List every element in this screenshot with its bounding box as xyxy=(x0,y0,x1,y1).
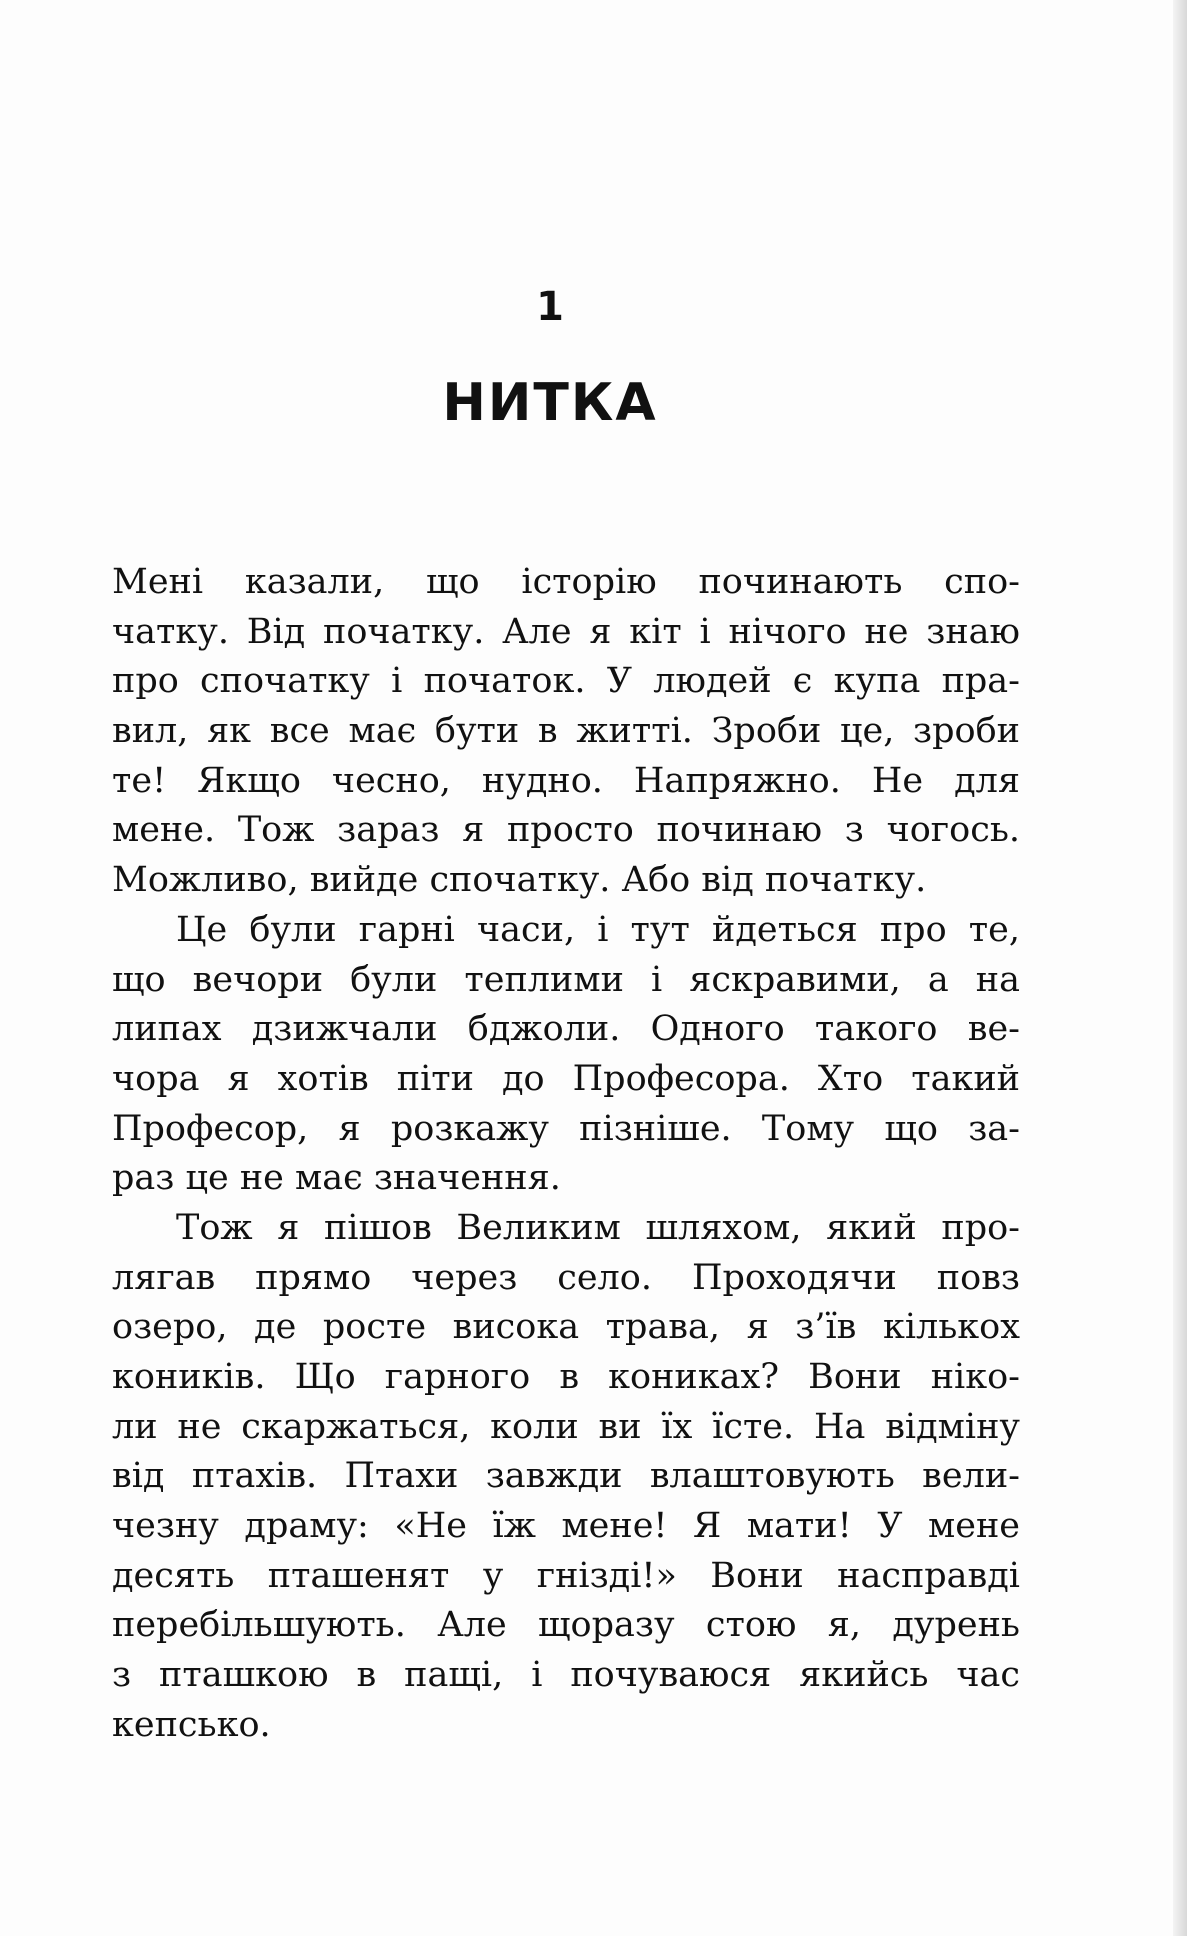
text-line: Професор, я розкажу пізніше. Тому що за- xyxy=(112,1108,1020,1149)
text-line: раз це не має значення. xyxy=(112,1158,561,1199)
page-edge-shadow xyxy=(1173,0,1187,1936)
text-line: кепсько. xyxy=(112,1704,271,1745)
text-line: що вечори були теплими і яскравими, а на xyxy=(112,959,1020,1000)
text-line: Можливо, вийде спочатку. Або від початку. xyxy=(112,860,927,901)
text-line: про спочатку і початок. У людей є купа пра- xyxy=(112,661,1020,702)
text-line: мене. Тож зараз я просто починаю з чогось. xyxy=(112,810,1020,851)
chapter-number: 1 xyxy=(536,284,564,330)
text-line: з пташкою в пащі, і почуваюся якийсь час xyxy=(112,1655,1020,1696)
text-line: від птахів. Птахи завжди влаштовують вели- xyxy=(112,1456,1020,1497)
text-line: коників. Що гарного в кониках? Вони ніко- xyxy=(112,1357,1020,1397)
text-line: Це були гарні часи, і тут йдеться про те, xyxy=(176,909,1020,950)
text-line: десять пташенят у гнізді!» Вони насправді xyxy=(112,1555,1020,1596)
text-line: чора я хотів піти до Професора. Хто такий xyxy=(112,1058,1020,1099)
text-line: перебільшують. Але щоразу стою я, дурень xyxy=(112,1605,1020,1646)
text-line: лягав прямо через село. Проходячи повз xyxy=(112,1257,1020,1298)
text-line: чезну драму: «Не їж мене! Я мати! У мене xyxy=(112,1506,1020,1547)
text-line: вил, як все має бути в житті. Зроби це, зроби xyxy=(112,711,1020,752)
text-line: ли не скаржаться, коли ви їх їсте. На відміну xyxy=(112,1406,1020,1447)
body-text xyxy=(112,558,1020,1751)
text-line: чатку. Від початку. Але я кіт і нічого не знаю xyxy=(112,611,1020,652)
text-line: Тож я пішов Великим шляхом, який про- xyxy=(176,1207,1020,1248)
text-line: Мені казали, що історію починають спо- xyxy=(112,562,1020,602)
text-line: те! Якщо чесно, нудно. Напряжно. Не для xyxy=(112,760,1020,801)
chapter-title: НИТКА xyxy=(442,373,658,433)
text-line: озеро, де росте висока трава, я з’їв кількох xyxy=(112,1307,1020,1348)
text-line: липах дзижчали бджоли. Одного такого ве- xyxy=(112,1009,1020,1050)
